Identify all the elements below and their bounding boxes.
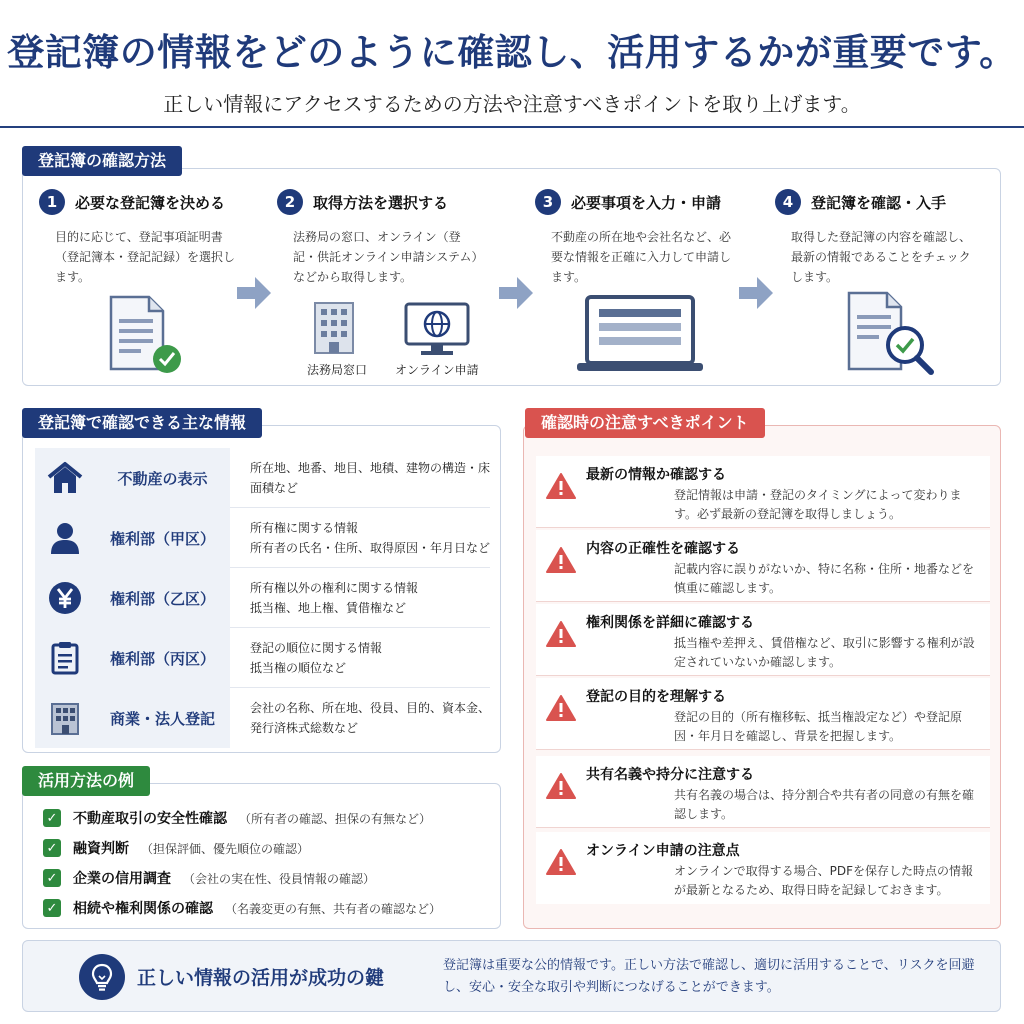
step-1 <box>39 189 254 287</box>
usage-item: ✓ 不動産取引の安全性確認 （所有者の確認、担保の有無など） <box>43 808 431 828</box>
page-title: 登記簿の情報をどのように確認し、活用するかが重要です。 <box>7 31 1017 74</box>
footer-text: 登記簿は重要な公的情報です。正しい方法で確認し、適切に活用することで、リスクを回避し、安心・安全な取引や判断につなげることができます。 <box>443 958 975 995</box>
usage-item: ✓ 融資判断 （担保評価、優先順位の確認） <box>43 838 309 858</box>
caution-description: オンラインで取得する場合、PDFを保存した時点の情報が最新となるため、取得日時を記録しておきます。 <box>674 864 974 897</box>
info-label: 不動産の表示 <box>95 448 230 508</box>
warning-icon <box>546 772 576 800</box>
warning-icon <box>546 620 576 648</box>
step-number: 4 <box>775 189 801 215</box>
header-rule <box>0 126 1024 128</box>
footer-panel <box>22 940 1001 1012</box>
step-description: 取得した登記簿の内容を確認し、最新の情報であることをチェックします。 <box>791 230 972 284</box>
info-panel <box>22 425 501 753</box>
check-icon: ✓ <box>43 899 61 917</box>
usage-panel <box>22 783 501 929</box>
caution-item <box>536 832 990 904</box>
caution-description: 抵当権や差押え、賃借権など、取引に影響する権利が設定されていないか確認します。 <box>674 636 975 669</box>
info-row <box>35 688 490 748</box>
house-icon <box>47 461 83 495</box>
info-text: 登記の順位に関する情報 抵当権の順位など <box>250 641 383 675</box>
warning-icon <box>546 472 576 500</box>
info-label: 権利部（丙区） <box>95 628 230 688</box>
caution-item <box>536 678 990 750</box>
step-description: 法務局の窓口、オンライン（登記・供託オンライン申請システム）などから取得します。 <box>293 230 478 284</box>
caution-description: 登記の目的（所有権移転、抵当権設定など）や登記原因・年月日を確認し、背景を把握します。 <box>674 710 963 743</box>
step-title: 取得方法を選択する <box>313 193 449 212</box>
section-heading-usage: 活用方法の例 <box>22 766 150 796</box>
step-4 <box>775 189 990 287</box>
info-text: 会社の名称、所在地、役員、目的、資本金、 発行済株式総数など <box>250 701 491 735</box>
clipboard-icon <box>51 641 79 675</box>
warning-icon <box>546 848 576 876</box>
usage-item: ✓ 企業の信用調査 （会社の実在性、役員情報の確認） <box>43 868 375 888</box>
info-text: 所有権に関する情報 所有者の氏名・住所、取得原因・年月日など <box>250 521 491 555</box>
arrow-right-icon <box>255 277 271 309</box>
footer-title: 正しい情報の活用が成功の鍵 <box>137 967 385 989</box>
caution-panel <box>523 425 1001 929</box>
caution-title: 内容の正確性を確認する <box>586 541 740 557</box>
caution-item <box>536 604 990 676</box>
lightbulb-icon <box>79 954 125 1000</box>
section-heading-steps: 登記簿の確認方法 <box>22 146 182 176</box>
section-heading-info: 登記簿で確認できる主な情報 <box>22 408 262 438</box>
monitor-globe-icon <box>403 301 471 357</box>
step-description: 不動産の所在地や会社名など、必要な情報を正確に入力して申請します。 <box>551 230 732 284</box>
step-number: 2 <box>277 189 303 215</box>
info-row <box>35 628 490 688</box>
step-title: 必要事項を入力・申請 <box>571 193 722 212</box>
building-icon <box>311 299 357 355</box>
step-number: 1 <box>39 189 65 215</box>
office-building-icon <box>49 701 81 735</box>
warning-icon <box>546 694 576 722</box>
info-label: 権利部（乙区） <box>95 568 230 628</box>
check-icon: ✓ <box>43 809 61 827</box>
person-icon <box>49 521 81 555</box>
option-label-counter: 法務局窓口 <box>307 363 368 377</box>
info-row <box>35 568 490 628</box>
caution-item <box>536 756 990 828</box>
yen-icon <box>48 581 82 615</box>
page-subtitle: 正しい情報にアクセスするための方法や注意すべきポイントを取り上げます。 <box>163 92 861 116</box>
step-3 <box>535 189 750 287</box>
check-icon: ✓ <box>43 839 61 857</box>
info-label: 権利部（甲区） <box>95 508 230 568</box>
caution-title: オンライン申請の注意点 <box>586 843 740 859</box>
caution-title: 共有名義や持分に注意する <box>586 767 754 783</box>
step-number: 3 <box>535 189 561 215</box>
caution-title: 登記の目的を理解する <box>586 689 726 705</box>
step-title: 必要な登記簿を決める <box>75 193 226 212</box>
info-label: 商業・法人登記 <box>95 688 230 748</box>
section-heading-caution: 確認時の注意すべきポイント <box>525 408 765 438</box>
caution-description: 登記情報は申請・登記のタイミングによって変わります。必ず最新の登記簿を取得しましょう。 <box>674 488 962 521</box>
laptop-form-icon <box>575 293 705 375</box>
caution-item <box>536 456 990 528</box>
document-magnifier-icon <box>843 289 939 377</box>
caution-title: 権利関係を詳細に確認する <box>586 615 754 631</box>
arrow-right-icon <box>757 277 773 309</box>
caution-description: 共有名義の場合は、持分割合や共有者の同意の有無を確認します。 <box>674 788 975 821</box>
option-label-online: オンライン申請 <box>395 363 479 377</box>
caution-item <box>536 530 990 602</box>
info-text: 所在地、地番、地目、地積、建物の構造・床面積など <box>250 461 491 495</box>
info-row <box>35 508 490 568</box>
info-text: 所有権以外の権利に関する情報 抵当権、地上権、賃借権など <box>250 581 419 615</box>
steps-panel <box>22 168 1001 386</box>
step-description: 目的に応じて、登記事項証明書（登記簿本・登記記録）を選択します。 <box>55 230 236 284</box>
step-title: 登記簿を確認・入手 <box>811 193 947 212</box>
document-check-icon <box>107 293 187 377</box>
warning-icon <box>546 546 576 574</box>
usage-item: ✓ 相続や権利関係の確認 （名義変更の有無、共有者の確認など） <box>43 898 441 918</box>
step-2 <box>277 189 492 287</box>
check-icon: ✓ <box>43 869 61 887</box>
arrow-right-icon <box>517 277 533 309</box>
caution-description: 記載内容に誤りがないか、特に名称・住所・地番などを慎重に確認します。 <box>674 562 975 595</box>
caution-title: 最新の情報か確認する <box>586 467 726 483</box>
info-row <box>35 448 490 508</box>
